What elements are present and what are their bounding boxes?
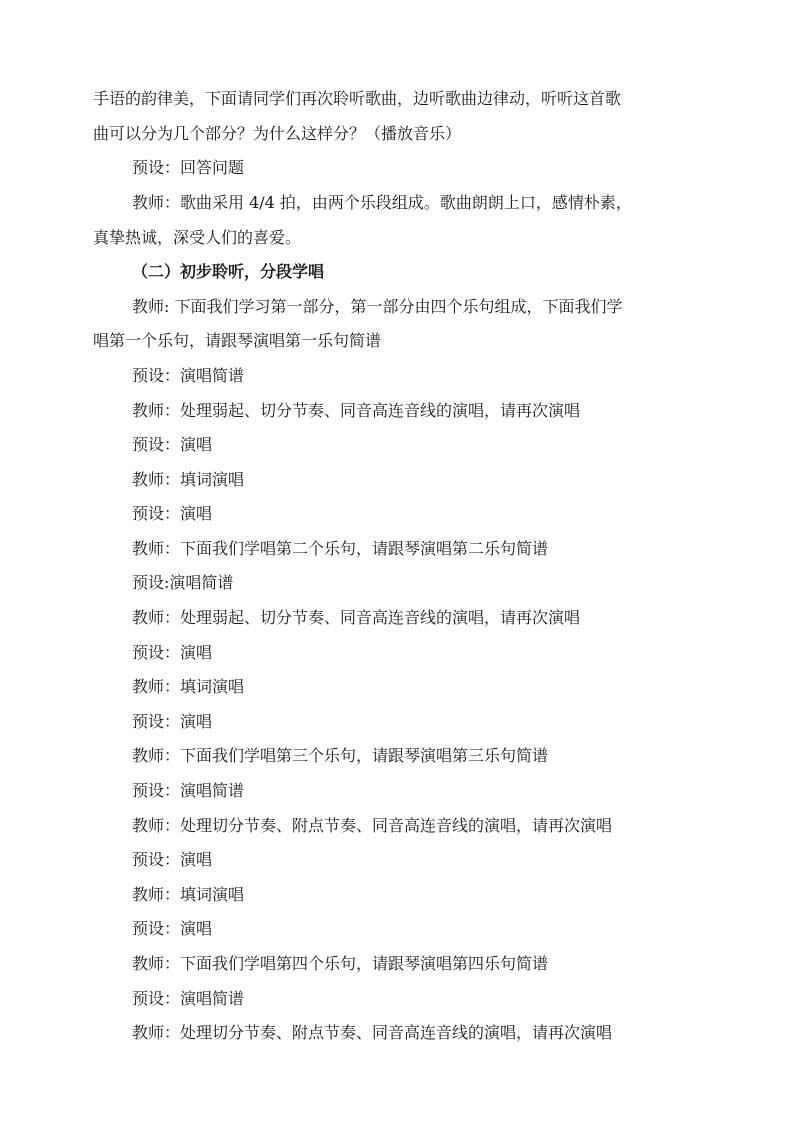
teacher-line: 教师：填词演唱	[132, 470, 245, 489]
section-heading: （二）初步聆听，分段学唱	[132, 262, 325, 281]
teacher-line: 教师：处理切分节奏、附点节奏、同音高连音线的演唱，请再次演唱	[132, 816, 613, 835]
teacher-line: 教师：下面我们学唱第四个乐句，请跟琴演唱第四乐句简谱	[132, 954, 549, 973]
teacher-line: 教师：填词演唱	[132, 885, 245, 904]
teacher-line: 教师：处理弱起、切分节奏、同音高连音线的演唱，请再次演唱	[132, 608, 581, 627]
preset-line: 预设：演唱	[132, 643, 213, 662]
paragraph-line-continued: 真挚热诚，深受人们的喜爱。	[93, 228, 302, 247]
preset-line: 预设：演唱	[132, 850, 213, 869]
teacher-line: 教师: 下面我们学习第一部分，第一部分由四个乐句组成，下面我们学	[132, 297, 623, 316]
preset-line: 预设：演唱简谱	[132, 366, 245, 385]
paragraph-line-2: 曲可以分为几个部分？为什么这样分？（播放音乐）	[93, 124, 462, 143]
teacher-line: 教师：下面我们学唱第三个乐句，请跟琴演唱第三乐句简谱	[132, 746, 549, 765]
preset-line: 预设：演唱	[132, 712, 213, 731]
preset-line: 预设：演唱	[132, 919, 213, 938]
teacher-line: 教师：下面我们学唱第二个乐句，请跟琴演唱第二乐句简谱	[132, 539, 549, 558]
teacher-line: 教师：歌曲采用 4/4 拍，由两个乐段组成。歌曲朗朗上口，感情朴素，	[132, 193, 632, 212]
teacher-line: 教师：处理弱起、切分节奏、同音高连音线的演唱，请再次演唱	[132, 401, 581, 420]
paragraph-line-continued: 唱第一个乐句，请跟琴演唱第一乐句简谱	[93, 331, 382, 350]
preset-line: 预设:演唱简谱	[132, 573, 234, 592]
preset-line: 预设：演唱简谱	[132, 781, 245, 800]
teacher-line: 教师：处理切分节奏、附点节奏、同音高连音线的演唱，请再次演唱	[132, 1023, 613, 1042]
preset-line: 预设：演唱简谱	[132, 989, 245, 1008]
preset-line: 预设：回答问题	[132, 158, 245, 177]
paragraph-line-1: 手语的韵律美，下面请同学们再次聆听歌曲，边听歌曲边律动，听听这首歌	[93, 89, 622, 108]
preset-line: 预设：演唱	[132, 504, 213, 523]
teacher-line: 教师：填词演唱	[132, 677, 245, 696]
preset-line: 预设：演唱	[132, 435, 213, 454]
